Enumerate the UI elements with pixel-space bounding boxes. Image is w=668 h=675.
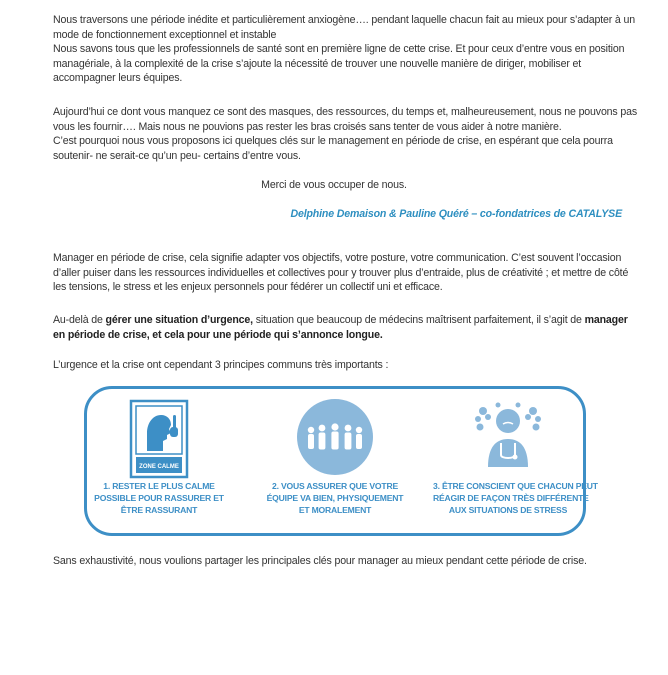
crisis-line: les tensions, le stress et les enjeux personnels pour fédérer un collectif uni et efficace. <box>53 281 443 294</box>
emphasis-run: manager <box>584 314 628 326</box>
caption-line: RÉAGIR DE FAÇON TRÈS DIFFÉRENTE <box>433 492 589 503</box>
principles-panel <box>84 386 598 536</box>
emphasis-run: gérer une situation d’urgence, <box>105 314 253 326</box>
crisis-management-paragraph <box>53 251 629 295</box>
crisis-line: d’aller puiser dans les ressources individuelles et collectives pour y trouver plus d’entraide, plus de créativité ; et mettre de côté <box>53 266 629 279</box>
principle-item-3 <box>433 389 598 516</box>
caption-line: ÊTRE RASSURANT <box>120 504 198 515</box>
signature: Delphine Demaison & Pauline Quéré – co-fondatrices de CATALYSE <box>290 208 622 220</box>
principle-item-2 <box>260 389 410 516</box>
caption-line: 2. VOUS ASSURER QUE VOTRE <box>272 481 398 491</box>
text-run: situation que beaucoup de médecins maîtrisent parfaitement, il s’agit de <box>252 314 585 326</box>
emergency-line-2 <box>53 328 625 343</box>
intro-paragraph <box>53 13 635 86</box>
caption-line: POSSIBLE POUR RASSURER ET <box>94 492 224 503</box>
zone-calme-sign-icon <box>129 399 189 479</box>
caption-line: AUX SITUATIONS DE STRESS <box>448 504 568 515</box>
principles-intro <box>53 358 625 373</box>
emphasis-run: en période de crise, et cela pour une période qui s’annonce longue. <box>53 328 383 341</box>
closing-text: Sans exhaustivité, nous voulions partager les principales clés pour manager au mieux pendant cette période de crise. <box>53 555 587 567</box>
closing-paragraph <box>53 554 625 569</box>
principle-caption-3 <box>433 481 598 516</box>
principle-caption-2 <box>260 481 410 516</box>
crisis-line: Manager en période de crise, cela signifie adapter vos objectifs, votre posture, votre communication. C’est souvent l’occasion <box>53 252 622 264</box>
context-line: Aujourd’hui ce dont vous manquez ce sont des masques, des ressources, du temps et, malheureusement, nous ne pouvons pas <box>53 106 637 118</box>
emergency-line-1 <box>53 313 628 328</box>
principles-intro-text: L’urgence et la crise ont cependant 3 principes communs très importants : <box>53 359 389 371</box>
intro-line: Nous traversons une période inédite et particulièrement anxiogène…. pendant laquelle chacun fait au mieux pour s’adapter à un <box>53 14 635 26</box>
svg-text:ZONE CALME: ZONE CALME <box>139 464 179 470</box>
text-run: Au-delà de <box>53 314 106 326</box>
principle-caption-1 <box>84 481 234 516</box>
intro-line: accompagner leurs équipes. <box>53 72 183 85</box>
stressed-person-icon <box>468 397 548 477</box>
intro-line: Nous savons tous que les professionnels de santé sont en première ligne de cette crise. Et pour ceux d’entre vous en position <box>53 43 625 56</box>
emergency-paragraph <box>53 313 628 342</box>
intro-line: mode de fonctionnement exceptionnel et instable <box>53 28 277 41</box>
context-line: C’est pourquoi nous vous proposons ici quelques clés sur le management en période de crise, en espérant que cela pourra <box>53 135 613 148</box>
principle-item-1 <box>84 389 234 516</box>
caption-line: 1. RESTER LE PLUS CALME <box>103 481 215 491</box>
intro-line: managériale, à la complexité de la crise s’ajoute la nécessité de trouver une nouvelle manière de diriger, mobiliser et <box>53 57 582 70</box>
team-group-icon <box>295 397 375 477</box>
caption-line: ÉQUIPE VA BIEN, PHYSIQUEMENT <box>266 492 404 503</box>
context-line: vous les fournir…. Mais nous ne pouvions pas rester les bras croisés sans tenter de vous aider à notre manière. <box>53 120 562 133</box>
context-paragraph <box>53 105 637 163</box>
thanks-line: Merci de vous occuper de nous. <box>261 179 407 191</box>
caption-line: 3. ÊTRE CONSCIENT QUE CHACUN PEUT <box>433 481 598 491</box>
caption-line: ET MORALEMENT <box>298 504 372 515</box>
context-line: soutenir- ne serait-ce qu’un peu- certains d’entre vous. <box>53 149 301 162</box>
